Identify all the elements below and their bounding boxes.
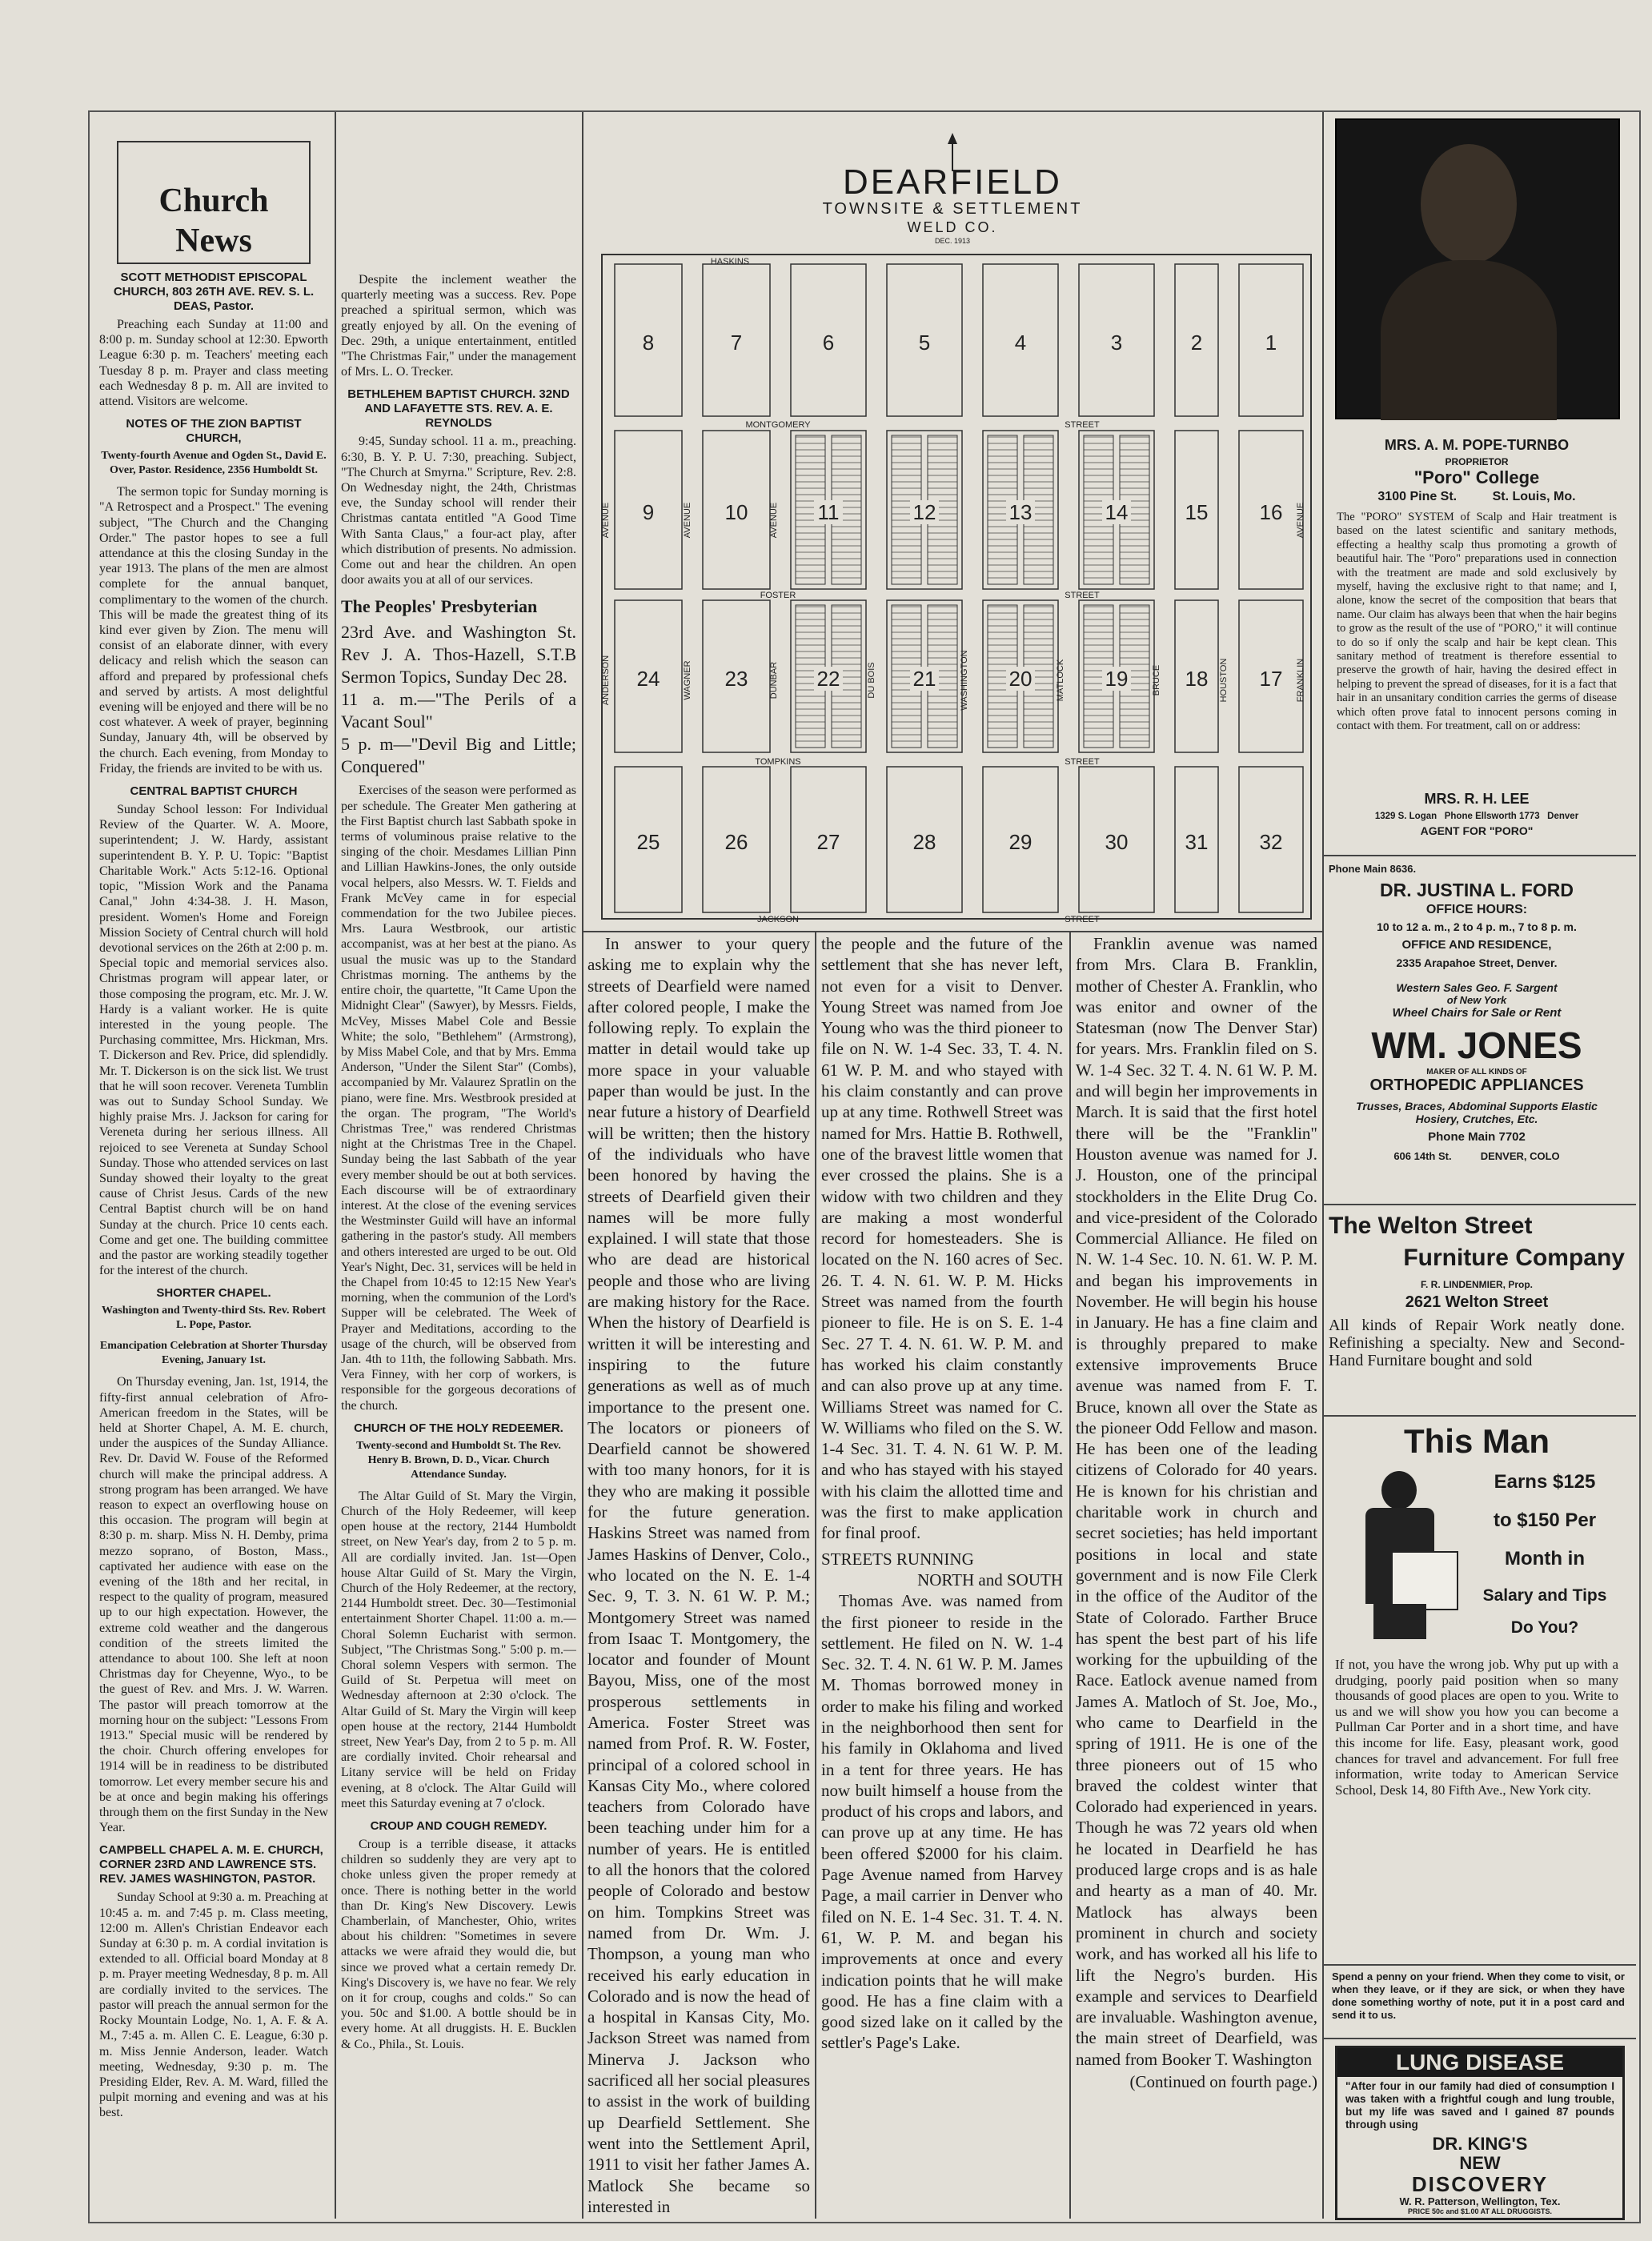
poro-ad: [1329, 117, 1625, 845]
jones-address: 606 14th St. DENVER, COLO: [1393, 1150, 1560, 1162]
holy-redeemer-text: The Altar Guild of St. Mary the Virgin, Church of the Holy Redeemer, will keep open house at the rectory, 2144 Humboldt street, on New Year's day, from 2 to 5 p. m. All are cordially invited. Jan. 1st—Open house Altar Guild of St. Mary the Virgin, Church of the Holy Redeemer, at the rectory, 2144 Humboldt street. Dec. 30—Testimonial entertainment Shorter Chapel. 11:00 a. m.—Choral Solemn Eucharist with sermon. Subject, "The Christmas Song." 5:00 p. m.—Choral solemn Vespers with sermon. The Guild of St. Perpetua will meet on Wednesday afternoon at 2:30 o'clock. The Altar Guild of St. Mary the Virgin will keep open house at the rectory, 2144 Humboldt street, New Year's Day, from 2 to 5 p. m. All are cordially invited. Choir rehearsal and Litany service will be held on Friday evening, at 8 o'clock. The Altar Guild will meet this Saturday evening at 7 o'clock.: [341, 1489, 576, 1810]
street-label: AVENUE: [769, 502, 779, 539]
central-text: Sunday School lesson: For Individual Review of the Quarter. W. A. Moore, superintendent; J. W. Hardy, assistant superintendent B. Y. P. U. Topic: "Baptist Charitable Work." Acts 5:12-16. Optional topic, "Mission Work and the Panama Canal," John 4:34-38. J. H. Mason, president. Women's Home and Foreign Mission Society of Central church will hold devotional services on the 26th at 2:00 p. m. Special topic and memorial services also. Christmas program will appear later, or those composing the program, etc. Mr. J. W. Hardy is a valiant worker. He is quite interested in the young people. The Purchasing committee, Mrs. Hickman, Mrs. T. Dickerson and Rev. Price, did splendidly. Mr. T. Dickerson is on the sick list. We trust that he will soon recover. Vereneta Tumblin was out to Sunday School Sunday. We highly praise Mrs. J. Jackson for caring for Vereneta during her serious illness. All rejoiced to see Vereneta at Sunday School Sunday. Those who attended services on last Sunday showed their loyalty to the great cause of Christ Jesus. Cards of the new Central Baptist church will be on hand Sunday at the church. Price 10 cents each. Come and get one. The building committee and the pastor are working steadily together for the interest of the church.: [99, 803, 328, 1278]
peoples-heading: The Peoples' Presbyterian: [341, 596, 538, 617]
porter-legs: [1373, 1604, 1426, 1639]
ad-divider: [1324, 1415, 1636, 1417]
street-label: STREET: [1065, 915, 1100, 924]
column-2: [341, 272, 576, 2217]
zion-text: The sermon topic for Sunday morning is "A Retrospect and a Prospect." The evening subject, "The Church and the Changing Order." The pastor hopes to see a full attendance at this the closing Sunday in the year 1913. The plans of the men are almost complete for the annual banquet, complimentary to the women of the church. This will be made the greatest thing of its kind ever given by Zion. The menu will consist of an elaborate dinner, with every delicacy and relish which the season can afford and prepared by professional chefs and served by artists. A most delightful evening will be enjoyed and there will be no cost whatever. A week of prayer, beginning Sunday, January 4th, will be observed by the church. Each evening, from Monday to Friday, the friends are invited to be with us.: [99, 485, 328, 776]
map-title: DEARFIELD: [843, 162, 1062, 202]
pullman-earns-2: to $150 Per: [1493, 1509, 1597, 1531]
ad-divider: [1324, 2038, 1636, 2039]
block-number: 28: [912, 830, 936, 854]
welton-name-1: The Welton Street: [1329, 1213, 1533, 1239]
column-rule: [335, 112, 336, 2219]
ford-hours-label: OFFICE HOURS:: [1425, 903, 1528, 916]
emancipation-text: On Thursday evening, Jan. 1st, 1914, the fifty-first annual celebration of Afro-American freedom in the States, will be held at Shorter Chapel, A. M. E. church, under the auspices of the Sunday Alliance. Rev. Dr. David W. Fouse of the Reformed church will make the principal address. A strong program has been arranged. We have reason to expect an overflowing house on this occasion. The program will begin at 8:30 p. m. sharp. Miss N. H. Demby, prima mezzo soprano, of Boston, Mass., captivated her audience with ease on the evening of the 18th and her recital, in respect to the quality of program, measured up to our high expectation. However, the extreme cold weather and the dangerous condition of the streets limited the attendance to about 100. She left at noon Christmas day for Cheyenne, Wyo., to be the guest of Rev. and Mrs. J. W. Warren. The pastor will preach tomorrow at the morning hour on the subject: "Lessons From 1913." Special music will be rendered by the choir. Church offering envelopes for 1914 will be in readiness to be distributed tomorrow. Let every member secure his and be at once and begin making his offerings through them on the first Sunday in the New Year.: [99, 1375, 328, 1835]
map-subtitle-2: WELD CO.: [907, 219, 998, 235]
pullman-text: If not, you have the wrong job. Why put up with a drudging, poorly paid position when so many thousands of good places are open to you. Write to us and we will show you how you can become a Pullman Car Porter and in a short time, and have this income for life. Easy, pleasant work, good chances for travel and advancement. For full free information, write today to American Service School, Desk 14, 80 Fifth Ave., New York city.: [1335, 1657, 1618, 1798]
poro-college: "Poro" College: [1413, 467, 1540, 487]
poro-agent: AGENT FOR "PORO": [1420, 824, 1534, 837]
penny-ad: [1332, 1970, 1625, 2030]
north-arrow-head: [948, 133, 957, 144]
street-label: JACKSON: [757, 915, 799, 924]
street-label: WAGNER: [683, 660, 692, 700]
block-number: 23: [724, 667, 748, 691]
block-number: 29: [1008, 830, 1032, 854]
street-label: DU BOIS: [867, 662, 876, 699]
article-column-a: [587, 933, 810, 2219]
map-border: [602, 255, 1311, 919]
ad-divider: [1324, 1204, 1636, 1205]
campbell-text: Sunday School at 9:30 a. m. Preaching at 10:45 a. m. and 7:45 p. m. Class meeting, 12:00 m. Allen's Christian Endeavor each Sunday at 6:30 p. m. A cordial invitation is extended to all. Official board Monday at 8 p. m. Prayer meeting Wednesday, 8 p. m. All are cordially invited to the services. The pastor will preach the annual sermon for the Rocky Mountain Lodge, No. 1, A. F. & A. M., 7:45 a. m. Allen C. E. League, 6:30 p. m. Miss Jennie Anderson, leader. Watch meeting, Wednesday, 9:30 p. m. The Presiding Elder, Rev. A. M. Ward, filled the pulpit morning and evening and was at his best.: [99, 1890, 328, 2120]
street-label: TOMPKINS: [755, 757, 801, 767]
block-number: 10: [724, 500, 748, 524]
continued-note: (Continued on fourth page.): [1129, 2072, 1317, 2092]
block-number: 22: [816, 667, 840, 691]
block-number: 2: [1190, 331, 1203, 355]
block-number: 19: [1105, 667, 1129, 691]
church-news-title: Church News: [158, 182, 269, 259]
lung-new: NEW: [1459, 2153, 1501, 2173]
church-news-box: [117, 141, 311, 264]
porter-figure: [1341, 1471, 1462, 1639]
column-rule: [1069, 932, 1071, 2219]
column-rule: [1322, 112, 1324, 2219]
poro-agent-block: [1329, 812, 1625, 858]
lung-discovery: DISCOVERY: [1411, 2172, 1549, 2196]
street-label: STREET: [1065, 591, 1100, 600]
portrait-figure: [1421, 144, 1517, 264]
ford-name: DR. JUSTINA L. FORD: [1380, 880, 1574, 900]
emancipation-heading: Emancipation Celebration at Shorter Thursday Evening, January 1st.: [99, 1340, 328, 1367]
peoples-topic-1: 11 a. m.—"The Perils of a Vacant Soul": [341, 689, 576, 732]
jones-top-2: of New York: [1446, 994, 1507, 1006]
street-label: AVENUE: [1296, 502, 1305, 539]
scott-heading: SCOTT METHODIST EPISCOPAL CHURCH, 803 26TH AVE. REV. S. L. DEAS, Pastor.: [113, 271, 315, 313]
article-column-b: [821, 933, 1063, 2219]
article-col-a-text: In answer to your query asking me to explain why the streets of Dearfield were named after colored people, I make the following reply. To explain the matter in detail would take up more space in your valuable paper than would be just. In the near future a history of Dearfield will be written; then the history of the individuals who have been honored by having the streets of Dearfield given their names will be more fully explained. I will state that those who are dead are historical people and those who are living are making history for the Race. When the history of Dearfield is written it will be interesting and inspiring to the future generations as well as of much importance to the present one. The locators or pioneers of Dearfield cannot be showered with too many honors, for it is they who are making it possible for the future generation. Haskins Street was named from James Haskins of Denver, Colo., who located on the N. E. 1-4 Sec. 9, T. 3. N. 61 W. P. M.; Montgomery Street was named from Isaac T. Montgomery, the locator and founder of Mount Bayou, Miss, one of the most prosperous settlements in America. Foster Street was named from Prof. R. W. Foster, principal of a colored school in Kansas City Mo., where colored teachers from Colorado have been teaching under him for a number of years. He is entitled to all the honors that the colored people of Colorado and bestow on him. Tompkins Street was named from Dr. Wm. J. Thompson, a young man who received his early education in Colorado and is now the head of a hospital in Kansas City, Mo. Jackson Street was named from Minerva J. Jackson who sacrificed all her social pleasures to assist in the work of building up Dearfield Settlement. She went into the Settlement April, 1911 to visit her father James A. Matlock She became so interested in: [587, 934, 810, 2216]
dearfield-map: [586, 120, 1319, 928]
pullman-earns-3: Month in: [1505, 1548, 1585, 1570]
block-number: 26: [724, 830, 748, 854]
map-subtitle: TOWNSITE & SETTLEMENT: [822, 200, 1083, 218]
lung-price: PRICE 50c and $1.00 AT ALL DRUGGISTS.: [1407, 2207, 1553, 2215]
streets-heading-2: NORTH and SOUTH: [917, 1570, 1063, 1590]
street-label: AVENUE: [683, 502, 692, 539]
block-number: 6: [822, 331, 835, 355]
street-label: WASHINGTON: [960, 650, 969, 711]
column-rule: [815, 932, 816, 2219]
map-bottom-rule: [583, 931, 1322, 932]
street-label: DUNBAR: [769, 661, 779, 700]
block-number: 9: [642, 500, 655, 524]
zion-heading: NOTES OF THE ZION BAPTIST CHURCH,: [126, 417, 302, 446]
block-number: 5: [918, 331, 931, 355]
lung-title: LUNG DISEASE: [1337, 2048, 1622, 2077]
street-label: MONTGOMERY: [745, 420, 811, 430]
street-label: STREET: [1065, 420, 1100, 430]
street-label: HASKINS: [710, 257, 750, 267]
block-number: 11: [817, 500, 840, 524]
block-number: 30: [1105, 830, 1129, 854]
ford-office: OFFICE AND RESIDENCE,: [1401, 938, 1552, 952]
street-label: FOSTER: [760, 591, 796, 600]
street-label: FRANKLIN: [1296, 658, 1305, 703]
ad-divider: [1324, 1964, 1636, 1966]
poro-agent-name-line: MRS. R. H. LEE: [1424, 791, 1530, 807]
poro-name: MRS. A. M. POPE-TURNBO: [1384, 437, 1570, 453]
map-date: DEC. 1913: [934, 237, 971, 245]
campbell-heading: CAMPBELL CHAPEL A. M. E. CHURCH, CORNER 23RD AND LAWRENCE STS. REV. JAMES WASHINGTON, PASTOR.: [99, 1843, 323, 1886]
block-number: 14: [1105, 500, 1129, 524]
jones-items: Trusses, Braces, Abdominal Supports Elastic Hosiery, Crutches, Etc.: [1356, 1100, 1598, 1125]
jones-appliances: ORTHOPEDIC APPLIANCES: [1369, 1076, 1584, 1094]
block-number: 25: [636, 830, 660, 854]
holy-redeemer-heading: CHURCH OF THE HOLY REDEEMER.: [354, 1421, 563, 1435]
portrait-shoulders: [1381, 260, 1557, 420]
poro-proprietor: PROPRIETOR: [1445, 456, 1509, 467]
welton-prop: F. R. LINDENMIER, Prop.: [1420, 1279, 1533, 1290]
bethlehem-text: 9:45, Sunday school. 11 a. m., preaching. 6:30, B. Y. P. U. 7:30, preaching. Subject, "The Church at Smyrna." Scripture, Rev. 2:8. On Wednesday night, the 24th, Christmas eve, the Sunday school will render their Christmas cantata entitled "A Good Time With Santa Claus," a four-act play, after which distribution of presents. No admission. Come out and hear the children. An open door awaits you at all of our services.: [341, 435, 576, 587]
jones-ad: [1329, 981, 1625, 1197]
scott-text: Preaching each Sunday at 11:00 and 8:00 p. m. Sunday school at 12:30. Epworth League 6:30 p. m. Teachers' meeting each Tuesday 8 p. m. Prayer and class meeting each Wednesday 8 p. m. All are invited to attend. Visitors are welcome.: [99, 318, 328, 409]
lung-dr: DR. KING'S: [1432, 2134, 1528, 2154]
block-number: 3: [1110, 331, 1123, 355]
block-number: 17: [1259, 667, 1283, 691]
column-rule: [582, 112, 583, 2219]
welton-text: All kinds of Repair Work neatly done. Refinishing a specialty. New and Second-Hand Furnitare bought and sold: [1329, 1317, 1625, 1369]
col2-intro: Despite the inclement weather the quarterly meeting was a success. Rev. Pope preached a spiritual sermon, which was greatly enjoyed by all. On the evening of Dec. 29th, a unique entertainment, entitled "The Christmas Fair," under the management of Mrs. L. O. Trecker.: [341, 273, 576, 379]
street-label: MATLOCK: [1056, 659, 1065, 702]
lung-signature: W. R. Patterson, Wellington, Tex.: [1399, 2195, 1561, 2207]
block-number: 20: [1008, 667, 1032, 691]
block-number: 1: [1265, 331, 1277, 355]
street-label: HOUSTON: [1219, 658, 1229, 703]
article-col-b2-text: Thomas Ave. was named from the first pioneer to reside in the settlement. He filed on N. W. 1-4 Sec. 32. T. 4. N. 61 W. P. M. James M. Thomas borrowed money in order to make his filing and worked in the neighborhood then sent for his family in Oklahoma and lived in a tent for three years. He has now built himself a house from the product of his crops and labors, and can prove up at any time. He has been offered $2000 for his claim. Page Avenue named from Harvey Page, a mail carrier in Denver who filed on N. E. 1-4 Sec. 31. T. 4. N. 61, W. P. M. and began his improvements at once and every indication points that he will make good. He has a fine claim with a good sized lake on it called by the settler's Page's Lake.: [821, 1591, 1063, 2053]
block-number: 16: [1259, 500, 1283, 524]
jones-top-1: Western Sales Geo. F. Sargent: [1396, 981, 1558, 994]
poro-text: The "PORO" SYSTEM of Scalp and Hair treatment is based on the latest scientific and sanitary methods, effecting a healthy scalp thus promoting a growth of beautiful hair. The "Poro" preparations used in connection with the treatment are made and sold exclusively by myself, having the exclusive right to that name; and I, alone, know the secret of the composition that bears that name. Our claim has always been that when the hair begins to grow as the result of the use of "PORO," it will continue to do so if only the scalp and hair be kept clean. This sanitary method of treatment is therefore essential to preserve the growth of hair, having the desired effect in helping to prevent the spread of diseases, for it is a fact that hair in an unsanitary condition carries the germs of disease which often prove fatal to innocent persons coming in contact with them. For treatment, call on or address:: [1337, 511, 1617, 733]
jones-phone: Phone Main 7702: [1428, 1130, 1526, 1144]
pullman-title: This Man: [1403, 1422, 1550, 1460]
block-number: 8: [642, 331, 655, 355]
welton-ad: [1329, 1210, 1625, 1410]
block-number: 32: [1259, 830, 1283, 854]
block-number: 24: [636, 667, 660, 691]
block-number: 27: [816, 830, 840, 854]
block-number: 13: [1008, 500, 1032, 524]
street-label: ANDERSON: [601, 655, 611, 706]
shorter-heading: SHORTER CHAPEL.: [156, 1286, 271, 1301]
street-label: BRUCE: [1152, 664, 1161, 696]
central-heading: CENTRAL BAPTIST CHURCH: [130, 784, 298, 799]
penny-text: Spend a penny on your friend. When they come to visit, or when they leave, or if they are sick, or when they have done something worthy of note, put it in a post card and send it to us.: [1332, 1970, 1625, 2021]
peoples-topic-2: 5 p. m—"Devil Big and Little; Conquered": [341, 734, 576, 777]
block-number: 12: [912, 500, 936, 524]
zion-sub: Twenty-fourth Avenue and Ogden St., David E. Over, Pastor. Residence, 2356 Humboldt St.: [101, 450, 327, 477]
ford-phone: Phone Main 8636.: [1329, 863, 1417, 875]
holy-redeemer-sub: Twenty-second and Humboldt St. The Rev. Henry B. Brown, D. D., Vicar. Church Attendance Sunday.: [356, 1439, 561, 1481]
ford-address: 2335 Arapahoe Street, Denver.: [1396, 956, 1558, 969]
street-label: STREET: [1065, 757, 1100, 767]
block-number: 31: [1185, 830, 1209, 854]
pullman-ad: [1329, 1421, 1625, 1942]
jones-maker: MAKER OF ALL KINDS OF: [1426, 1068, 1527, 1076]
shorter-sub: Washington and Twenty-third Sts. Rev. Robert L. Pope, Pastor.: [102, 1305, 326, 1332]
poro-agent-address: 1329 S. Logan Phone Ellsworth 1773 Denver: [1374, 812, 1579, 821]
column-1: [99, 271, 328, 2215]
porter-head: [1381, 1471, 1417, 1509]
jones-name: WM. JONES: [1371, 1024, 1582, 1066]
streets-heading-1: STREETS RUNNING: [821, 1549, 974, 1569]
poro-portrait: [1335, 118, 1620, 419]
block-number: 21: [912, 667, 936, 691]
article-column-c: [1076, 933, 1317, 2219]
pullman-earns-1: Earns $125: [1494, 1471, 1596, 1493]
ford-hours: 10 to 12 a. m., 2 to 4 p. m., 7 to 8 p. m.: [1377, 920, 1577, 933]
lung-quote: "After four in our family had died of consumption I was taken with a frightful cough and lung trouble, but my life was saved and I gained 87 pounds through using: [1345, 2080, 1614, 2131]
block-number: 18: [1185, 667, 1209, 691]
welton-name-2: Furniture Company: [1403, 1245, 1625, 1271]
jones-top-3: Wheel Chairs for Sale or Rent: [1392, 1006, 1562, 1020]
article-col-b-text: the people and the future of the settlement that she has never left, not even for a visit to Denver. Young Street was named from Joe Young who was the third pioneer to file on N. W. 1-4 Sec. 33, T. 4. N. 61 W. P. M. and who stayed with his claim constantly and can prove up at any time. Rothwell Street was named for Mrs. Hattie B. Rothwell, one of the bravest little women that ever crossed the plains. She is a widow with two children and they are making a most wonderful record for homesteaders. She is located on the N. 160 acres of Sec. 26. T. 4. N. 61. W. P. M. Hicks Street was named from the fourth pioneer to file. He is on S. E. 1-4 Sec. 27 T. 4. N. 61. W. P. M. and has worked his claim constantly and can also prove up at any time. Williams Street was named for C. W. Williams who filed on the S. W. 1-4 Sec. 31. T. 4. N. 61 W. P. M. and who has stayed with his stayed with his claim the allotted time and was the first to make application for final proof.: [821, 934, 1063, 1543]
pullman-do: Do You?: [1510, 1618, 1579, 1637]
croup-heading: CROUP AND COUGH REMEDY.: [370, 1819, 547, 1834]
block-number: 4: [1014, 331, 1027, 355]
street-label: AVENUE: [601, 502, 611, 539]
peoples-text: Exercises of the season were performed as per schedule. The Greater Men gathering at the First Baptist church last Sabbath spoke in terms of voluminous praise relative to the singing of the choir. Mesdames Lillian Pinn and Lillian Hawkins-Jones, the only outside vocal helpers, also Messrs. W. T. Fields and Frank McVey came in for especial commendation for the two Jubilee pieces. Mrs. Laura Westbrook, our artistic accompanist, was at her best at the piano. As usual the music was up to the Standard Christmas morning. The anthems by the entire choir, the quartette, "It Came Upon the Midnight Clear" (Sawyer), by Messrs. Fields, McVey, Misses Mabel Cole and Bessie White; the solo, "Bethlehem" (Armstrong), by Miss Mabel Cole, and that by Mrs. Emma Anderson, "Under the Silent Star" (Combs), accompanied by Mr. Valaurez Spratlin on the piano, were fine. Mrs. Westbrook presided at the organ. The program, "The World's Christmas Tree," was rendered Christmas night at the Christmas Tree in the Chapel. Sunday being the last Sabbath of the year every member should be out at both services. Each discourse will be of extraordinary interest. At the close of the evening services the Westminster Guild will have an informal gathering in the pastor's study. All members and others interested are urged to be out. Old Year's Night, Dec. 31, services will be held in the Chapel from 10:45 to 12:15 New Year's morning, when the communion of the Lord's Supper will be celebrated. The Week of Prayer and Meditations, according to the usage of the church, will be observed from Jan. 4th to 11th, the following Sabbath. Mrs. Vera Finney, with her corp of workers, is responsible for the gorgeous decorations of the church.: [341, 784, 576, 1413]
porter-bag: [1391, 1551, 1458, 1610]
ford-ad: [1329, 863, 1625, 983]
ad-divider: [1324, 855, 1636, 856]
block-number: 7: [730, 331, 743, 355]
peoples-address: 23rd Ave. and Washington St. Rev J. A. Thos-Hazell, S.T.B Sermon Topics, Sunday Dec 28.: [341, 622, 576, 688]
welton-address: 2621 Welton Street: [1405, 1293, 1549, 1311]
lung-disease-ad: [1335, 2046, 1625, 2220]
map-plat: [586, 120, 1319, 928]
poro-address: 3100 Pine St. St. Louis, Mo.: [1377, 490, 1576, 503]
croup-text: Croup is a terrible disease, it attacks children so suddenly they are very apt to choke unless given the proper remedy at once. There is nothing better in the world than Dr. King's New Discovery. Lewis Chamberlain, of Manchester, Ohio, writes about his children: "Sometimes in severe attacks we were afraid they would die, but since we proved what a certain remedy Dr. King's Discovery is, we have no fear. We rely on it for croup, coughs and colds." So can you. 50c and $1.00. A bottle should be in every home. At all druggists. H. E. Bucklen & Co., Phila., St. Louis.: [341, 1838, 576, 2051]
article-col-c-text: Franklin avenue was named from Mrs. Clara B. Franklin, mother of Chester A. Franklin, who was enitor and owner of the Statesman (now The Denver Star) for years. Mrs. Franklin filed on S. W. 1-4 Sec. 32 T. 4. N. 61 W. P. M. and will begin her improvements in March. It is said that the first hotel there will be the "Franklin" Houston avenue was named for J. J. Houston, one of the principal stockholders in the Elite Drug Co. and vice-president of the Colorado Commercial Alliance. He filed on N. W. 1-4 Sec. 10. N. 61. W. P. M. and began his improvements in November. He will begin his house in January. He has a fine claim and is throughly prepared to make extensive improvements Bruce avenue was named from F. T. Bruce, known all over the State as the pioneer Odd Fellow and mason. He has been one of the leading citizens of Colorado for 40 years. He is known for his christian and charitable work in church and secret societies; has held important positions in local and state government and is now File Clerk in the office of the Auditor of the State of Colorado. Farther Bruce has spent the best part of his life working for the upbuilding of the Race. Eatlock avenue named from James A. Matloch of St. Joe, Mo., who came to Dearfield in the spring of 1911. He is one of the three pioneers out of 15 who braved the coldest winter that Colorado had experienced in years. Though he was 72 years old when he located in Dearfield he has produced large crops and is as hale and hearty as a man of 40. Mr. Matlock has always been prominent in church and society work, and has worked all his life to lift the Negro's burden. His example and services to Dearfield are invaluable. Washington avenue, the main street of Dearfield, was named from Booker T. Washington: [1076, 934, 1317, 2069]
pullman-earns-4: Salary and Tips: [1482, 1586, 1607, 1605]
bethlehem-heading: BETHLEHEM BAPTIST CHURCH. 32ND AND LAFAYETTE STS. REV. A. E. REYNOLDS: [347, 387, 570, 431]
block-number: 15: [1185, 500, 1209, 524]
